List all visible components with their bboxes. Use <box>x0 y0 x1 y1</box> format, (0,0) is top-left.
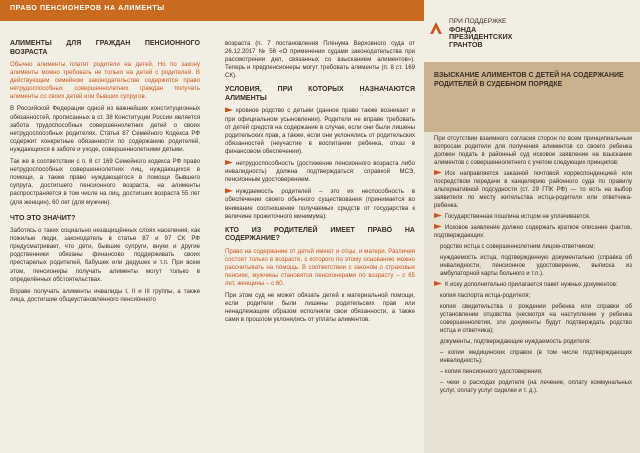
sub-item: документы, подтверждающие нуждаемость родителя: <box>440 339 591 345</box>
sub-item: – копии медицинских справок (в том числе подтверждающих инвалидность); <box>440 350 632 364</box>
bullet-item: Иск направляется заказной почтовой корреспонденцией или посредством передачи в канцелярию районного суда по правилу альтернативной подсудности (ст. 29 ГПК РФ) — то есть на выбор заявителя по месту жительства истца-родителя или ответчика-ребенка. <box>434 171 632 209</box>
column-2 <box>225 40 415 329</box>
paragraph: Так же в соответствии с п. 8 ст 169 Семейного кодекса РФ право нетрудоспособных совершеннолетних лиц, нуждающихся в помощи, а также право нуждающегося в помощи бывшего супруга, достигшего пенсионного возраста, на алименты распространяется в том числе на лиц, достигших возраста 55 лет (для женщин), 60 лет (для мужчин). <box>10 158 200 206</box>
sub-item: – чеки о расходах родителя (на лечение, оплату коммунальных услуг, оплату услуг сиделки и т. д.). <box>440 380 632 394</box>
bullet-item: нуждаемость родителей – это их неспособность в обеспечении своего обычного существования (принимается во внимание соотношение получаемых средств от государства к величине прожиточного минимума). <box>225 188 415 220</box>
sub-item: нуждаемость истца, подтвержденную документально (справка об инвалидности, пенсионное удостоверение, выписка из амбулаторной карты больного и т.п.). <box>440 255 632 277</box>
paragraph: Заботясь о таких социально незащищённых слоях населения, как пожилые люди, законодатель в статье 87 и 97 СК РФ предусматривает, что дети, бывшие супруги, внуки и другие родственники обязаны финансово поддерживать своих престарелых родителей, бабушек или дедушек и т.п. При всем этом, пенсионеры получать алименты могут только в определённых обстоятельствах. <box>10 227 200 283</box>
highlight-paragraph: Право на содержание от детей имеют и отцы, и матери. Различия состоят только в возрасте, с которого по этому основанию можно рассчитывать на помощь. В соответствии с законом о страховых пенсиях, мужчины становятся пенсионерами по возрасту – с 65 лет, женщины – с 60. <box>225 247 415 288</box>
bullet-arrow-icon <box>434 170 442 175</box>
intro-paragraph: Обычно алименты платят родители на детей. Но по закону алименты можно требовать не только на детей с родителей. В действующем семейном законодательстве содержится право нетрудоспособных совершеннолетних граждан получать алименты со своих детей или бывших супругов. <box>10 61 200 101</box>
heading-what-it-means: ЧТО ЭТО ЗНАЧИТ? <box>10 214 76 222</box>
sub-item: копия паспорта истца-родителя; <box>440 293 531 299</box>
section-header-title: ПРАВО ПЕНСИОНЕРОВ НА АЛИМЕНТЫ <box>10 5 165 12</box>
bullet-arrow-icon <box>434 281 442 286</box>
right-heading-block <box>424 62 640 132</box>
heading-who-has-right: КТО ИЗ РОДИТЕЛЕЙ ИМЕЕТ ПРАВО НА СОДЕРЖАНИЕ? <box>225 226 415 243</box>
bullet-item: Государственная пошлина истцом не уплачивается. <box>434 213 632 221</box>
grant-fund-logo-icon <box>428 20 444 36</box>
paragraph: возраста (п. 7 постановления Пленума Верховного суда от 26.12.2017 № 56 «О применении судами законодательства при рассмотрении дел, связанных со взысканием алиментов»). Теперь и предпенсионеры могут требовать алименты (п. 8 ст. 169 СК). <box>225 40 415 80</box>
bullet-item: нетрудоспособность (достижение пенсионного возраста либо инвалидность) должна подтверждаться: справкой МСЭ, пенсионным удостоверением. <box>225 160 415 184</box>
bullet-item: кровное родство с детьми (данное право также возникает и при официальном усыновлении). Родители не вправе требовать от детей средств на содержание в случае, если они были лишены родительских прав, а также, если они уклонялись от родительских обязанностей (неучастие в воспитании ребенка, отказ в финансовом обеспечении). <box>225 107 415 155</box>
bullet-arrow-icon <box>434 213 442 218</box>
grant-fund-logo-text: ПРИ ПОДДЕРЖКЕ ФОНДА ПРЕЗИДЕНТСКИХ ГРАНТОВ <box>449 18 513 49</box>
paragraph: Вправе получать алименты инвалиды I, II и III группы, а также лица, достигшие общеустановленного пенсионного <box>10 287 200 303</box>
bullet-item: Исковое заявление должно содержать краткое описание фактов, подтверждающих: <box>434 225 632 239</box>
heading-pension-alimony: АЛИМЕНТЫ ДЛЯ ГРАЖДАН ПЕНСИОННОГО ВОЗРАСТА <box>10 40 200 56</box>
paragraph: При отсутствии взаимного согласия сторон по всем принципиальным вопросам родители для получения алиментов со своего ребенка должен подать в районный суд исковое заявление на взыскание алиментов с совершеннолетнего с учетом следующих принципов: <box>434 136 632 166</box>
paragraph: При этом суд не может обязать детей к материальной помощи, если родители были лишены родительских прав или ненадлежащим образом исполняли свои обязанности, а также сами в прошлом уклонялись от уплаты алиментов. <box>225 292 415 324</box>
section-header-bar <box>0 0 424 21</box>
column-1 <box>10 40 200 308</box>
right-column <box>434 135 632 398</box>
paragraph: В Российской Федерации одной из важнейших конституционных обязанностей, прописанных в ст. 38 Конституции России является забота трудоспособных совершеннолетних детей о своих нетрудоспособных родителях. Статья 87 Семейного Кодекса РФ содержит конкретные обязанности по содержанию родителей, нуждающихся в заботе и уходе, совершеннолетними детьми. <box>10 105 200 153</box>
bullet-item: К иску дополнительно прилагается пакет нужных документов: <box>434 281 632 289</box>
sub-item: – копия пенсионного удостоверения; <box>440 369 543 375</box>
heading-conditions: УСЛОВИЯ, ПРИ КОТОРЫХ НАЗНАЧАЮТСЯ АЛИМЕНТЫ <box>225 86 415 102</box>
bullet-arrow-icon <box>225 107 233 112</box>
bullet-arrow-icon <box>225 188 233 193</box>
sub-item: копия свидетельства о рождении ребенка или справки об установлении отцовства (несмотря на наступление у ребенка совершеннолетия, эти документы будут подтверждать родство истца и ответчика); <box>440 304 632 334</box>
bullet-arrow-icon <box>434 224 442 229</box>
heading-court-recovery: ВЗЫСКАНИЕ АЛИМЕНТОВ С ДЕТЕЙ НА СОДЕРЖАНИЕ РОДИТЕЛЕЙ В СУДЕБНОМ ПОРЯДКЕ <box>434 72 624 88</box>
sub-item: родство истца с совершеннолетним лицом-ответчиком; <box>440 244 596 250</box>
bullet-arrow-icon <box>225 160 233 165</box>
